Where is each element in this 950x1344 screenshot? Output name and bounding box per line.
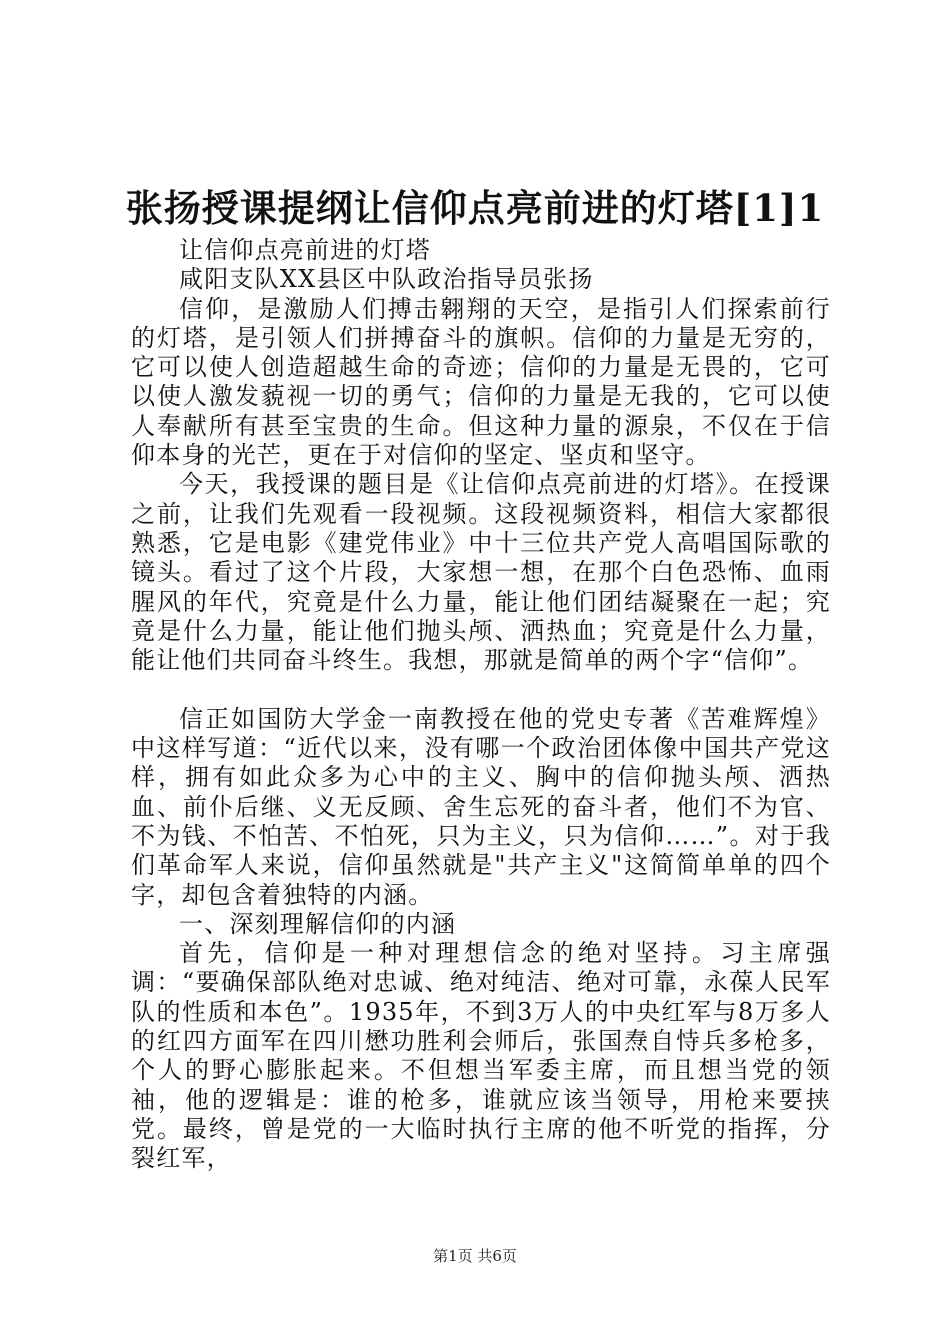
section-heading: 一、深刻理解信仰的内涵 bbox=[179, 909, 457, 938]
paragraph: 今天，我授课的题目是《让信仰点亮前进的灯塔》。在授课之前，让我们先观看一段视频。这段视频资料，相信大家都很熟悉，它是电影《建党伟业》中十三位共产党人高唱国际歌的镜头。看过了这个片段，大家想一想，在那个白色恐怖、血雨腥风的年代，究竟是什么力量，能让他们团结凝聚在一起；究竟是什么力量，能让他们抛头颅、洒热血；究竟是什么力量，能让他们共同奋斗终生。我想，那就是简单的两个字“信仰”。 bbox=[131, 470, 831, 675]
paragraph-gap bbox=[131, 675, 831, 704]
page-number-footer: 第1页 共6页 bbox=[433, 1247, 517, 1265]
document-body bbox=[131, 236, 831, 1174]
paragraph: 首先，信仰是一种对理想信念的绝对坚持。习主席强调：“要确保部队绝对忠诚、绝对纯洁、绝对可靠，永葆人民军队的性质和本色”。1935年，不到3万人的中央红军与8万多人的红四方面军在四川懋功胜利会师后，张国焘自恃兵多枪多，个人的野心膨胀起来。不但想当军委主席，而且想当党的领袖，他的逻辑是：谁的枪多，谁就应该当领导，用枪来要挟党。最终，曾是党的一大临时执行主席的他不听党的指挥，分裂红军， bbox=[131, 939, 831, 1173]
document-title: 张扬授课提纲让信仰点亮前进的灯塔[1]1 bbox=[125, 186, 825, 230]
paragraph: 信仰，是激励人们搏击翱翔的天空，是指引人们探索前行的灯塔，是引领人们拼搏奋斗的旗帜。信仰的力量是无穷的，它可以使人创造超越生命的奇迹；信仰的力量是无畏的，它可以使人激发藐视一切的勇气；信仰的力量是无我的，它可以使人奉献所有甚至宝贵的生命。但这种力量的源泉，不仅在于信仰本身的光芒，更在于对信仰的坚定、坚贞和坚守。 bbox=[131, 294, 831, 470]
author-line: 咸阳支队XX县区中队政治指导员张扬 bbox=[179, 265, 594, 294]
paragraph: 信正如国防大学金一南教授在他的党史专著《苦难辉煌》中这样写道：“近代以来，没有哪一个政治团体像中国共产党这样，拥有如此众多为心中的主义、胸中的信仰抛头颅、洒热血、前仆后继、义无反顾、舍生忘死的奋斗者，他们不为官、不为钱、不怕苦、不怕死，只为主义，只为信仰……”。对于我们革命军人来说，信仰虽然就是"共产主义"这简简单单的四个字，却包含着独特的内涵。 bbox=[131, 704, 831, 909]
subtitle: 让信仰点亮前进的灯塔 bbox=[179, 236, 431, 264]
